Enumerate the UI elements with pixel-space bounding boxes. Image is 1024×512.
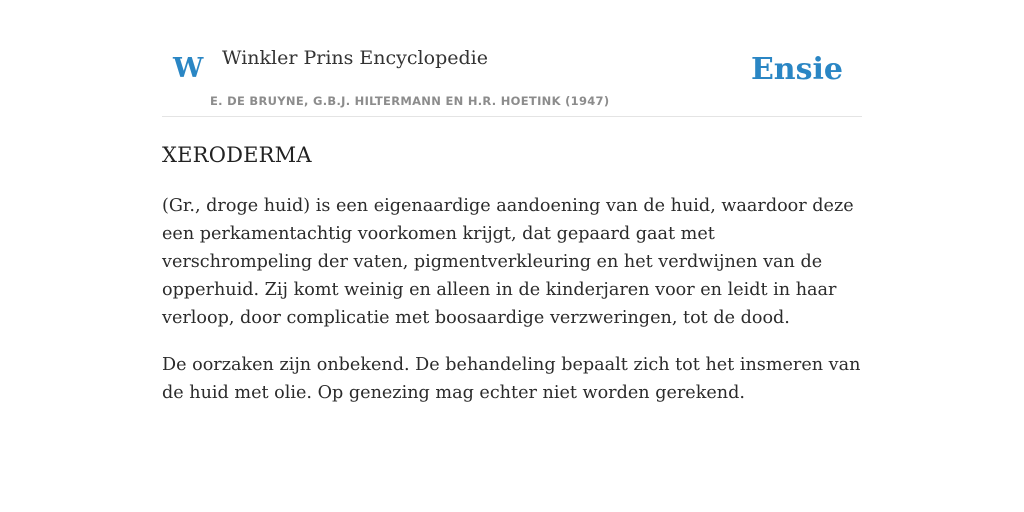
publication-logo[interactable]: W [173, 53, 204, 84]
article [162, 138, 864, 426]
publication-authors: E. DE BRUYNE, G.B.J. HILTERMANN EN H.R. HOETINK (1947) [210, 94, 610, 108]
article-paragraph: (Gr., droge huid) is een eigenaardige aandoening van de huid, waardoor deze een perkamentachtig voorkomen krijgt, dat gepaard gaat met verschrompeling der vaten, pigmentverkleuring en het verdwijnen van de opperhuid. Zij komt weinig en alleen in de kinderjaren voor en leidt in haar verloop, door complicatie met boosaardige verzweringen, tot de dood. [162, 196, 854, 328]
publication-header [162, 0, 862, 117]
ensie-brand-logo[interactable]: Ensie [750, 52, 843, 87]
article-title: XERODERMA [162, 143, 312, 167]
article-paragraph: De oorzaken zijn onbekend. De behandeling bepaalt zich tot het insmeren van de huid met olie. Op genezing mag echter niet worden gerekend. [162, 355, 861, 403]
publication-title[interactable]: Winkler Prins Encyclopedie [222, 47, 488, 69]
